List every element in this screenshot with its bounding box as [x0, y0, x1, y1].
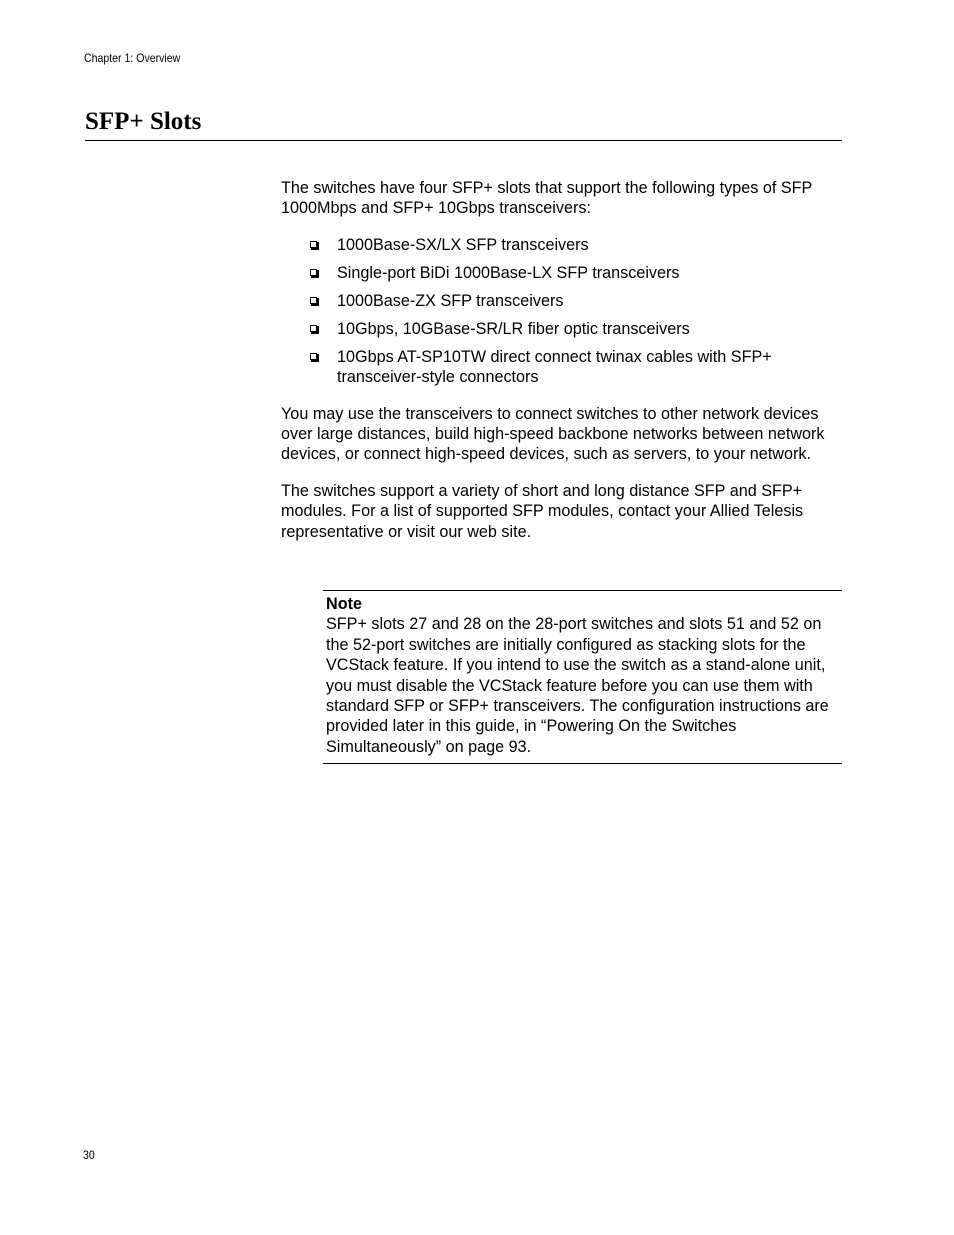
list-item [281, 291, 846, 311]
checkbox-bullet-icon [310, 297, 317, 304]
checkbox-bullet-icon [310, 269, 317, 276]
list-item-text: 10Gbps AT-SP10TW direct connect twinax cables with SFP+ transceiver-style connectors [337, 347, 772, 387]
body-column [281, 178, 846, 558]
list-item-text: 1000Base-ZX SFP transceivers [337, 291, 564, 310]
section-title: SFP+ Slots [85, 108, 202, 135]
list-item-text: 10Gbps, 10GBase-SR/LR fiber optic transceivers [337, 319, 690, 338]
list-item [281, 235, 846, 255]
list-item [281, 319, 846, 339]
list-item-text: Single-port BiDi 1000Base-LX SFP transceivers [337, 263, 680, 282]
support-paragraph: The switches support a variety of short and long distance SFP and SFP+ modules. For a list of supported SFP modules, contact your Allied Telesis representative or visit our web site. [281, 481, 804, 541]
checkbox-bullet-icon [310, 353, 317, 360]
note-box [323, 590, 842, 764]
running-header: Chapter 1: Overview [84, 51, 181, 65]
page-number: 30 [83, 1148, 95, 1162]
list-item [281, 263, 846, 283]
note-heading: Note [326, 595, 362, 613]
usage-paragraph: You may use the transceivers to connect switches to other network devices over large distances, build high-speed backbone networks between network devices, or connect high-speed devices, such as servers, to your network. [281, 404, 825, 464]
transceiver-list [281, 235, 846, 388]
list-item-text: 1000Base-SX/LX SFP transceivers [337, 235, 589, 254]
title-rule [85, 140, 842, 141]
checkbox-bullet-icon [310, 241, 317, 248]
list-item [281, 347, 846, 388]
note-text: SFP+ slots 27 and 28 on the 28-port switches and slots 51 and 52 on the 52-port switches are initially configured as stacking slots for the VCStack feature. If you intend to use the switch as a stand-alone unit, you must disable the VCStack feature before you can use them with standard SFP or SFP+ transceivers. The configuration instructions are provided later in this guide, in “Powering On the Switches Simultaneously” on page 93. [326, 615, 829, 756]
intro-paragraph: The switches have four SFP+ slots that support the following types of SFP 1000Mbps and SFP+ 10Gbps transceivers: [281, 179, 813, 218]
checkbox-bullet-icon [310, 325, 317, 332]
